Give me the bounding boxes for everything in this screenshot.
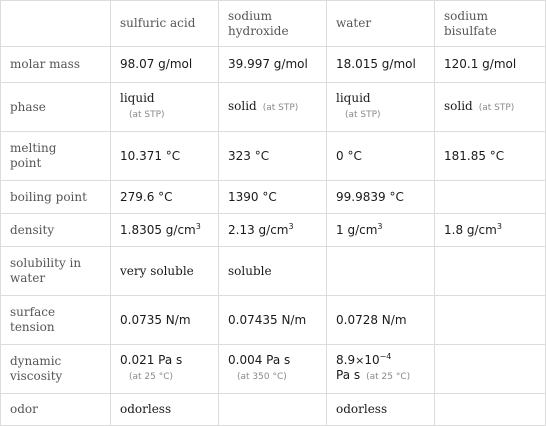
- table-row-odor: [1, 394, 546, 426]
- phase-value: solid: [228, 98, 257, 113]
- value-cell: [111, 214, 219, 247]
- value-cell: [435, 181, 546, 214]
- density-value: 2.13 g/cm: [228, 222, 289, 237]
- column-header-sodium-bisulfate: [435, 1, 546, 47]
- column-header-sulfuric-acid: [111, 1, 219, 47]
- value-cell: [435, 296, 546, 345]
- value-cell: [327, 247, 435, 296]
- density-value: 1 g/cm: [336, 222, 378, 237]
- table-row-solubility: [1, 247, 546, 296]
- viscosity-value: 0.021 Pa s: [120, 353, 183, 367]
- row-header: density: [1, 214, 111, 247]
- value-cell: 0.0735 N/m: [111, 296, 219, 345]
- value-cell: 98.07 g/mol: [111, 47, 219, 83]
- density-value: 1.8 g/cm: [444, 222, 497, 237]
- superscript: 3: [288, 221, 294, 231]
- table-row-surface-tension: [1, 296, 546, 345]
- row-header-text: melting: [10, 141, 57, 155]
- column-header-text: sulfuric acid: [120, 16, 196, 30]
- value-cell: [111, 83, 219, 132]
- times-sign: ×: [355, 354, 365, 367]
- value-cell: [111, 345, 219, 394]
- value-cell: [219, 394, 327, 426]
- row-header-text: point: [10, 156, 42, 170]
- value-cell: odorless: [327, 394, 435, 426]
- row-header: phase: [1, 83, 111, 132]
- value-cell: 0 °C: [327, 132, 435, 181]
- value-cell: 39.997 g/mol: [219, 47, 327, 83]
- value-cell: 0.0728 N/m: [327, 296, 435, 345]
- table-row-boiling-point: [1, 181, 546, 214]
- value-cell: very soluble: [111, 247, 219, 296]
- row-header-text: viscosity: [10, 369, 63, 383]
- value-cell: 10.371 °C: [111, 132, 219, 181]
- phase-value: liquid: [120, 91, 155, 105]
- row-header: [1, 296, 111, 345]
- header-row: [1, 1, 546, 47]
- value-cell: 18.015 g/mol: [327, 47, 435, 83]
- value-cell: [219, 83, 327, 132]
- value-cell: 120.1 g/mol: [435, 47, 546, 83]
- value-cell: [327, 214, 435, 247]
- table-row-dynamic-viscosity: [1, 345, 546, 394]
- row-header-text: tension: [10, 320, 55, 334]
- value-cell: [435, 214, 546, 247]
- value-cell: 99.9839 °C: [327, 181, 435, 214]
- value-cell: [327, 83, 435, 132]
- row-header: boiling point: [1, 181, 111, 214]
- value-cell: [435, 247, 546, 296]
- column-header-text: sodium: [228, 8, 273, 23]
- row-header: odor: [1, 394, 111, 426]
- value-cell: [435, 394, 546, 426]
- density-value: 1.8305 g/cm: [120, 222, 196, 237]
- column-header-text: sodium: [444, 8, 489, 23]
- column-header-text: water: [336, 16, 372, 30]
- viscosity-unit: Pa s: [336, 368, 361, 382]
- value-cell: 1390 °C: [219, 181, 327, 214]
- value-cell: 0.07435 N/m: [219, 296, 327, 345]
- row-header: [1, 345, 111, 394]
- phase-value: liquid: [336, 91, 371, 105]
- value-cell: soluble: [219, 247, 327, 296]
- value-cell: [435, 83, 546, 132]
- row-header-text: water: [10, 271, 46, 285]
- value-cell: [327, 345, 435, 394]
- row-header: [1, 247, 111, 296]
- value-cell: [219, 214, 327, 247]
- row-header-text: solubility in: [10, 256, 82, 270]
- row-header-text: surface: [10, 305, 56, 319]
- row-header-text: dynamic: [10, 354, 62, 368]
- viscosity-mantissa: 8.9: [336, 353, 356, 367]
- value-cell: [435, 345, 546, 394]
- condition-note: (at 25 °C): [129, 372, 174, 382]
- condition-note: (at 25 °C): [366, 372, 411, 382]
- condition-note: (at STP): [345, 110, 381, 120]
- superscript: 3: [195, 221, 201, 231]
- column-header-text: hydroxide: [228, 23, 289, 38]
- phase-value: solid: [444, 98, 473, 113]
- value-cell: 181.85 °C: [435, 132, 546, 181]
- viscosity-exponent: −4: [379, 352, 392, 361]
- table-row-melting-point: [1, 132, 546, 181]
- row-header: molar mass: [1, 47, 111, 83]
- corner-cell: [1, 1, 111, 47]
- value-cell: [219, 345, 327, 394]
- condition-note: (at 350 °C): [237, 372, 287, 382]
- value-cell: odorless: [111, 394, 219, 426]
- row-header: [1, 132, 111, 181]
- condition-note: (at STP): [262, 102, 299, 113]
- table-row-molar-mass: [1, 47, 546, 83]
- condition-note: (at STP): [478, 102, 515, 113]
- superscript: 3: [496, 221, 502, 231]
- viscosity-base: 10: [364, 353, 380, 367]
- table-row-density: [1, 214, 546, 247]
- column-header-text: bisulfate: [444, 23, 497, 38]
- column-header-water: [327, 1, 435, 47]
- value-cell: 279.6 °C: [111, 181, 219, 214]
- column-header-sodium-hydroxide: [219, 1, 327, 47]
- condition-note: (at STP): [129, 110, 165, 120]
- value-cell: 323 °C: [219, 132, 327, 181]
- viscosity-value: 0.004 Pa s: [228, 353, 291, 367]
- table-row-phase: [1, 83, 546, 132]
- superscript: 3: [377, 221, 383, 231]
